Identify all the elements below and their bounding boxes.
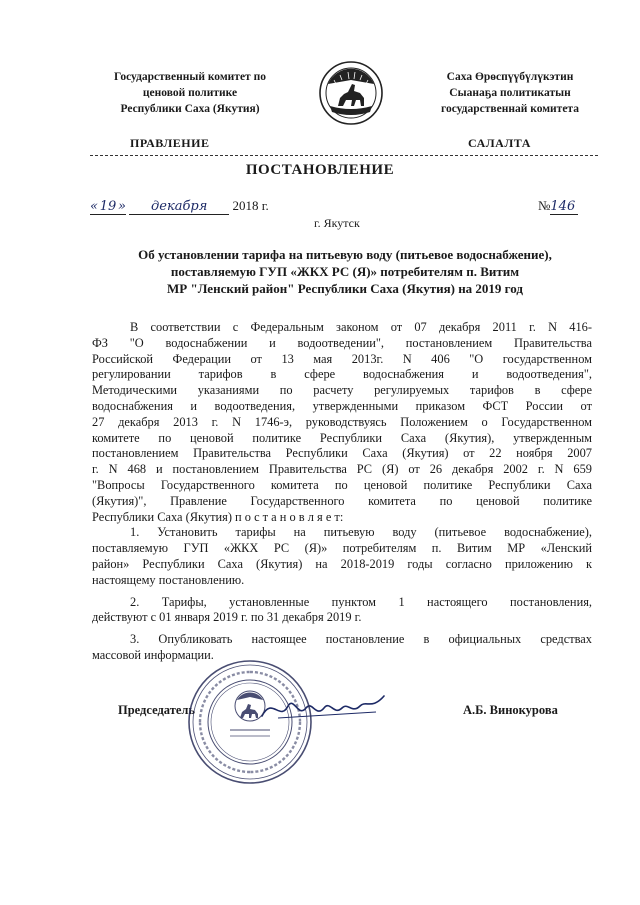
preamble-line: г. N 468 и постановлением Правительства РС (Я) от 26 декабря 2002 г. N 659 [92, 462, 592, 477]
preamble-line: 27 декабря 2013 г. N 1746-э, руководствуясь Положением о Государственном [92, 414, 592, 429]
preamble-line: водоснабжения и водоотведения, утвержденными приказом ФСТ России от [92, 398, 592, 413]
item-1-line: район» Республики Саха (Якутия) на 2018-2019 годы согласно приложению к [92, 556, 592, 571]
item-1-line: 1. Установить тарифы на питьевую воду (питьевое водоснабжение), [130, 525, 592, 540]
preamble-line: Методическими указаниями по расчету регулируемых тарифов в сфере [92, 383, 592, 398]
date-year: 2018 г. [232, 198, 269, 213]
preamble-line: регулировании тарифов в сфере водоснабжения и водоотведения", [92, 367, 592, 382]
resolution-title [100, 246, 590, 297]
title-line-1: Об установлении тарифа на питьевую воду (питьевое водоснабжение), [138, 247, 552, 262]
title-line-2: поставляемую ГУП «ЖКХ РС (Я)» потребителям п. Витим [170, 264, 520, 279]
preamble-line: Российской Федерации от 13 мая 2013г. N 406 "О государственном [92, 351, 592, 366]
date-month-field: декабря [129, 199, 229, 215]
number-field: 146 [550, 199, 578, 215]
item-2-line: 2. Тарифы, установленные пунктом 1 настоящего постановления, [130, 594, 592, 609]
date-day-field: « 19 » [90, 199, 126, 214]
org-name-russian [92, 69, 288, 117]
document-number [538, 198, 578, 215]
coat-of-arms-emblem-icon [318, 60, 384, 126]
document-date [90, 198, 269, 215]
org-sakha-line-1: Саха Өрөспүүбүлүкэтин [446, 71, 574, 83]
preamble-line: ФЗ "О водоснабжении и водоотведении", постановлением Правительства [92, 335, 592, 350]
resolution-body [92, 320, 592, 664]
org-name-sakha [400, 69, 620, 117]
org-ru-line-2: ценовой политике [142, 87, 238, 99]
item-3-line: 3. Опубликовать настоящее постановление в официальных средствах [130, 632, 592, 647]
org-ru-line-3: Республики Саха (Якутия) [120, 103, 260, 115]
department-sakha: САЛАЛТА [468, 136, 531, 150]
preamble-line: (Якутия)", Правление Государственного комитета по ценовой политике [92, 493, 592, 508]
official-seal-stamp [186, 658, 314, 786]
preamble-line: комитете по ценовой политике Республики Саха (Якутия), утвержденным [92, 430, 592, 445]
signatory-title: Председатель [118, 703, 196, 717]
document-type-heading: ПОСТАНОВЛЕНИЕ [245, 162, 395, 178]
item-1-line: поставляемую ГУП «ЖКХ РС (Я)» потребителям п. Витим МР «Ленский [92, 541, 592, 556]
org-sakha-line-3: государственнай комитета [441, 103, 579, 115]
preamble-line: "Вопросы Государственного комитета по ценовой политике Республики Саха [92, 477, 592, 492]
title-line-3: МР "Ленский район" Республики Саха (Якутия) на 2019 год [167, 281, 523, 296]
number-prefix: № [538, 198, 551, 213]
department-russian: ПРАВЛЕНИЕ [130, 136, 210, 150]
header-divider [90, 155, 598, 156]
item-1-line: настоящему постановлению. [92, 572, 245, 587]
preamble-line: постановлением Правительства Республики Саха (Якутия) от 22 ноября 2007 [92, 446, 592, 461]
org-sakha-line-2: Сыанаҕа политикатын [449, 87, 571, 99]
preamble-line: Республики Саха (Якутия) п о с т а н о в л я е т: [92, 509, 344, 524]
item-2-line: действуют с 01 января 2019 г. по 31 декабря 2019 г. [92, 610, 362, 625]
document-city: г. Якутск [314, 216, 360, 230]
item-3-line: массовой информации. [92, 647, 214, 662]
org-ru-line-1: Государственный комитет по [114, 71, 266, 83]
signatory-name: А.Б. Винокурова [463, 703, 558, 717]
preamble-line: В соответствии с Федеральным законом от 07 декабря 2011 г. N 416- [130, 320, 592, 334]
